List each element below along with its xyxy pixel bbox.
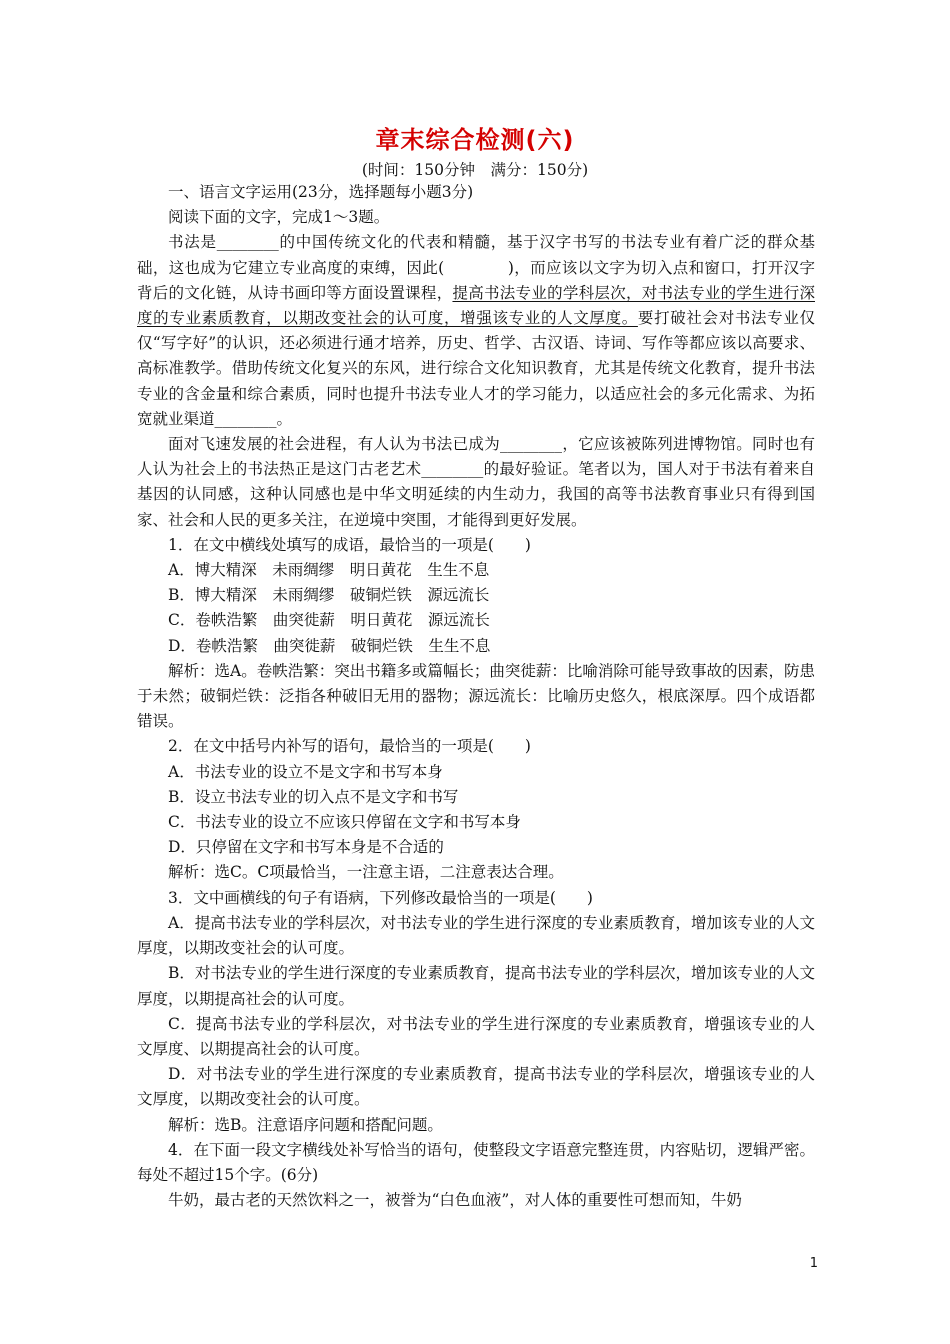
option-d: D．只停留在文字和书写本身是不合适的 [168,838,444,857]
page-number: 1 [809,1256,818,1271]
analysis-1: 解析：选A。卷帙浩繁：突出书籍多或篇幅长；曲突徙薪：比喻消除可能导致事故的因素，防患于未然；破铜烂铁：泛指各种破旧无用的器物；源远流长：比喻历史悠久，根底深厚。四个成语都错误。 [137,661,815,731]
passage-paragraph: 牛奶，最古老的天然饮料之一，被誉为“白色血液”，对人体的重要性可想而知，牛奶 [168,1191,742,1210]
exam-meta: (时间：150分钟 满分：150分) [361,161,589,179]
option-d: D．卷帙浩繁 曲突徙薪 破铜烂铁 生生不息 [168,636,491,655]
option-a: A．书法专业的设立不是文字和书写本身 [168,762,443,781]
reading-instruction: 阅读下面的文字，完成1～3题。 [168,208,390,227]
section-heading: 一、语言文字运用(23分，选择题每小题3分) [168,183,474,201]
option-a: A．提高书法专业的学科层次，对书法专业的学生进行深度的专业素质教育，增加该专业的人文厚度，以期改变社会的认可度。 [137,913,815,958]
question-2: 2．在文中括号内补写的语句，最恰当的一项是( ) [168,737,531,756]
option-b: B．对书法专业的学生进行深度的专业素质教育，提高书法专业的学科层次，增加该专业的人文厚度，以期提高社会的认可度。 [137,964,815,1008]
page-title: 章末综合检测(六) [375,126,575,154]
option-b: B．设立书法专业的切入点不是文字和书写 [168,787,459,806]
underlined-sentence: 提高书法专业的学科层次，对书法专业的学生进行深度的专业素质教育，以期改变社会的认可度，增强该专业的人文厚度。 [137,283,815,328]
passage-paragraph: 面对飞速发展的社会进程，有人认为书法已成为________，它应该被陈列进博物馆。同时也有人认为社会上的书法热正是这门古老艺术________的最好验证。笔者以为，国人对于书法有着来自基因的认同感，这种认同感也是中华文明延续的内生动力，我国的高等书法教育事业只有得到国家、社会和人民的更多关注，在逆境中突围，才能得到更好发展。 [137,435,815,529]
passage-text: 要打破社会对书法专业仅仅“写字好”的认识，还必须进行通才培养，历史、哲学、古汉语、诗词、写作等都应该以高要求、高标准教学。借助传统文化复兴的东风，进行综合文化知识教育，尤其是传统文化教育，提升书法专业的含金量和综合素质，同时也提升书法专业人才的学习能力，以适应社会的多元化需求、为拓宽就业渠道________。 [137,309,815,428]
option-c: C．卷帙浩繁 曲突徙薪 明日黄花 源远流长 [168,611,490,630]
option-b: B．博大精深 未雨绸缪 破铜烂铁 源远流长 [168,586,490,605]
document-body [137,180,815,1213]
passage-text: 书法是________的中国传统文化的代表和精髓，基于汉字书写的书法专业有着广泛的群众基础，这也成为它建立专业高度的束缚，因此( )，而应该以文字为切入点和窗口，打开汉字背后的文化链，从诗书画印等方面设置课程， [137,233,815,302]
option-a: A．博大精深 未雨绸缪 明日黄花 生生不息 [168,561,490,580]
question-1: 1．在文中横线处填写的成语，最恰当的一项是( ) [168,535,531,554]
analysis-3: 解析：选B。注意语序问题和搭配问题。 [168,1115,443,1134]
question-3: 3．文中画横线的句子有语病，下列修改最恰当的一项是( ) [168,888,593,907]
passage-paragraph [137,230,815,432]
analysis-2: 解析：选C。C项最恰当，一注意主语，二注意表达合理。 [168,863,564,882]
option-d: D．对书法专业的学生进行深度的专业素质教育，提高书法专业的学科层次，增强该专业的人文厚度，以期改变社会的认可度。 [137,1065,815,1109]
question-4: 4．在下面一段文字横线处补写恰当的语句，使整段文字语意完整连贯，内容贴切，逻辑严密。每处不超过15个字。(6分) [137,1140,815,1184]
option-c: C．书法专业的设立不应该只停留在文字和书写本身 [168,813,521,832]
option-c: C．提高书法专业的学科层次，对书法专业的学生进行深度的专业素质教育，增强该专业的人文厚度、以期提高社会的认可度。 [137,1014,815,1058]
